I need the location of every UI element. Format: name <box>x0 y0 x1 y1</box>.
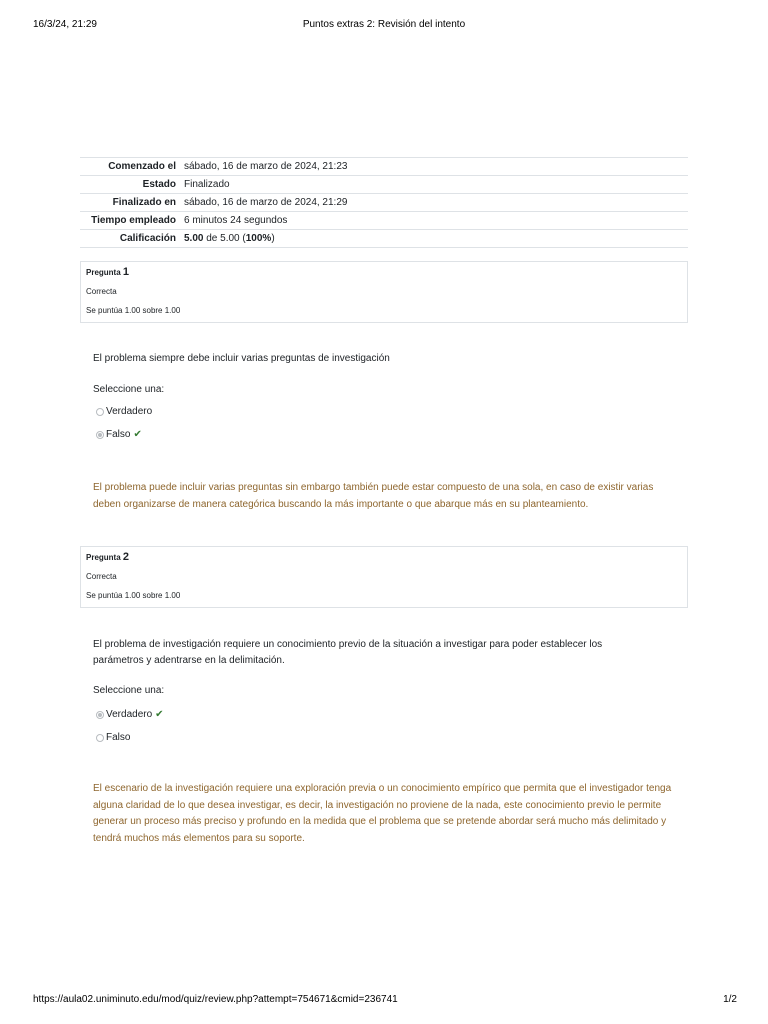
question-num: 1 <box>122 266 130 278</box>
question-state: Correcta <box>86 572 117 581</box>
grade-score: 5.00 <box>184 233 204 244</box>
question-number <box>86 266 129 278</box>
print-footer <box>0 994 768 1008</box>
question-label: Pregunta <box>86 553 121 562</box>
grade-total: de 5.00 ( <box>203 233 246 244</box>
answer-option-falso[interactable] <box>96 732 130 743</box>
question-info-1 <box>80 261 688 323</box>
summary-row <box>80 176 688 194</box>
check-icon: ✔ <box>133 429 142 440</box>
radio-icon[interactable] <box>96 408 104 416</box>
radio-checked-icon[interactable] <box>96 711 104 719</box>
answer-prompt: Seleccione una: <box>93 384 165 395</box>
check-icon: ✔ <box>155 709 164 720</box>
print-title: Puntos extras 2: Revisión del intento <box>302 19 466 30</box>
answer-option-verdadero[interactable] <box>96 709 164 720</box>
summary-row <box>80 158 688 176</box>
question-num: 2 <box>122 551 130 563</box>
summary-row <box>80 212 688 230</box>
summary-row <box>80 194 688 212</box>
grade-close: ) <box>271 233 275 244</box>
radio-icon[interactable] <box>96 734 104 742</box>
answer-label: Falso <box>106 429 131 440</box>
grade-percent: 100% <box>245 233 272 244</box>
feedback-1: El problema puede incluir varias preguntas sin embargo también puede estar compuesto de una sola, en caso de existir varias deben organizarse de manera categórica buscando la más importante o que abarque más en su planteamiento. <box>93 482 654 510</box>
summary-row <box>80 230 688 248</box>
summary-label: Finalizado en <box>80 194 180 212</box>
summary-value: Finalizado <box>180 176 688 194</box>
summary-value: sábado, 16 de marzo de 2024, 21:23 <box>180 158 688 176</box>
summary-value <box>180 230 688 248</box>
summary-label: Calificación <box>80 230 180 248</box>
summary-label: Tiempo empleado <box>80 212 180 230</box>
question-grade: Se puntúa 1.00 sobre 1.00 <box>86 306 181 315</box>
question-grade: Se puntúa 1.00 sobre 1.00 <box>86 591 181 600</box>
summary-value: sábado, 16 de marzo de 2024, 21:29 <box>180 194 688 212</box>
answer-label: Verdadero <box>106 709 153 720</box>
answer-label: Verdadero <box>106 406 153 417</box>
answer-option-verdadero[interactable] <box>96 406 152 417</box>
answer-option-falso[interactable] <box>96 429 142 440</box>
print-header <box>0 19 768 33</box>
print-page-number: 1/2 <box>723 994 737 1005</box>
print-datetime: 16/3/24, 21:29 <box>33 19 97 30</box>
question-info-2 <box>80 546 688 608</box>
radio-checked-icon[interactable] <box>96 431 104 439</box>
question-text-2: El problema de investigación requiere un conocimiento previo de la situación a investigar para poder establecer los parámetros y adentrarse en la delimitación. <box>93 639 603 666</box>
print-url: https://aula02.uniminuto.edu/mod/quiz/review.php?attempt=754671&cmid=236741 <box>33 994 398 1005</box>
summary-label: Estado <box>80 176 180 194</box>
summary-value: 6 minutos 24 segundos <box>180 212 688 230</box>
question-text-1: El problema siempre debe incluir varias preguntas de investigación <box>93 353 390 364</box>
feedback-2: El escenario de la investigación requiere una exploración previa o un conocimiento empírico que permita que el investigador tenga alguna claridad de lo que desea investigar, es decir, la investigación no proviene de la nada, este conocimiento previo le permite generar un proceso más preciso y profundo en la medida que el problema que se pretende abordar será mucho más delimitado y tendrá muchos más elementos para su soporte. <box>93 783 672 844</box>
answer-label: Falso <box>106 732 131 743</box>
summary-label: Comenzado el <box>80 158 180 176</box>
answer-prompt: Seleccione una: <box>93 685 165 696</box>
question-number <box>86 551 129 563</box>
question-label: Pregunta <box>86 268 121 277</box>
question-state: Correcta <box>86 287 117 296</box>
attempt-summary-table <box>80 157 688 248</box>
